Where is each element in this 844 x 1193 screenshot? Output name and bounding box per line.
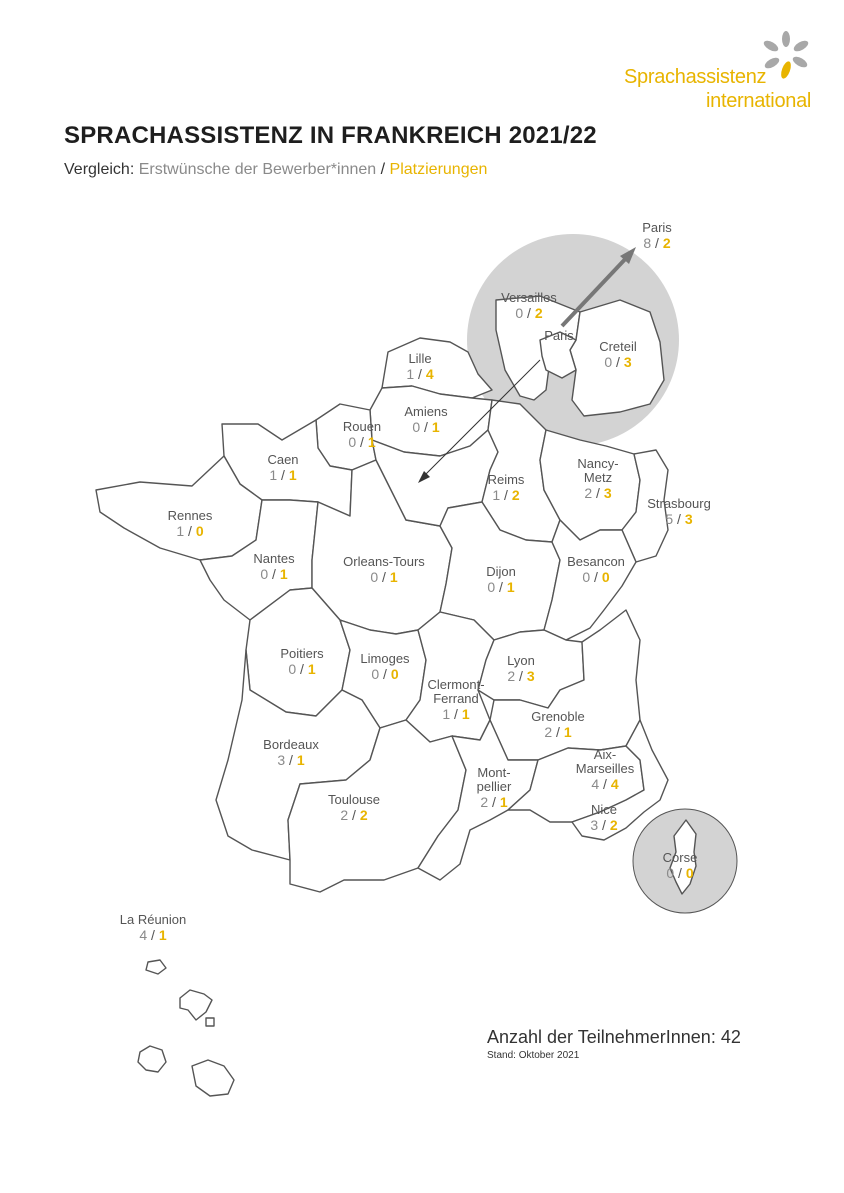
placement-count: 1 xyxy=(367,434,376,450)
first-wish-count: 1 xyxy=(269,467,278,483)
placement-count: 1 xyxy=(288,467,297,483)
first-wish-count: 2 xyxy=(544,724,553,740)
region-counts-reims: 1 / 2 xyxy=(492,487,520,503)
region-counts-versailles: 0 / 2 xyxy=(515,305,543,321)
placement-count: 3 xyxy=(623,354,632,370)
placement-count: 2 xyxy=(359,807,368,823)
placement-count: 1 xyxy=(563,724,572,740)
placement-count: 1 xyxy=(506,579,515,595)
first-wish-count: 0 xyxy=(515,305,524,321)
reunion-island-4[interactable] xyxy=(138,1046,166,1072)
placement-count: 0 xyxy=(195,523,204,539)
first-wish-count: 0 xyxy=(288,661,297,677)
first-wish-count: 0 xyxy=(371,666,380,682)
placement-count: 0 xyxy=(685,865,694,881)
region-counts-lyon: 2 / 3 xyxy=(507,668,535,684)
subtitle-first-wish: Erstwünsche der Bewerber*innen xyxy=(138,161,377,178)
region-name-creteil: Creteil xyxy=(599,339,637,354)
logo-text-line2: international xyxy=(706,90,812,112)
first-wish-count: 0 xyxy=(666,865,675,881)
region-counts-amiens: 0 / 1 xyxy=(412,419,440,435)
reunion-island-3[interactable] xyxy=(206,1018,214,1026)
first-wish-count: 2 xyxy=(507,668,516,684)
region-name-caen: Caen xyxy=(267,452,299,467)
region-counts-nice: 3 / 2 xyxy=(590,817,618,833)
region-name-besancon: Besancon xyxy=(567,554,625,569)
placement-count: 1 xyxy=(389,569,398,585)
region-counts-aix-marseilles: 4 / 4 xyxy=(591,776,619,792)
region-name-paris-main: Paris xyxy=(642,220,672,235)
total-participants: Anzahl der TeilnehmerInnen: 42 xyxy=(487,1027,741,1047)
placement-count: 0 xyxy=(601,569,610,585)
region-counts-la-reunion: 4 / 1 xyxy=(139,927,167,943)
placement-count: 1 xyxy=(461,706,470,722)
first-wish-count: 0 xyxy=(604,354,613,370)
page-title: SPRACHASSISTENZ IN FRANKREICH 2021/22 xyxy=(64,122,597,149)
region-name-dijon: Dijon xyxy=(486,564,516,579)
first-wish-count: 5 xyxy=(665,511,674,527)
region-name-strasbourg: Strasbourg xyxy=(647,496,711,511)
region-name-corse: Corse xyxy=(662,850,698,865)
first-wish-count: 2 xyxy=(480,794,489,810)
region-name-bordeaux: Bordeaux xyxy=(263,737,319,752)
region-name-rennes: Rennes xyxy=(167,508,213,523)
region-counts-bordeaux: 3 / 1 xyxy=(277,752,305,768)
placement-count: 1 xyxy=(158,927,167,943)
first-wish-count: 4 xyxy=(139,927,148,943)
region-name-poitiers: Poitiers xyxy=(280,646,324,661)
region-name-lyon: Lyon xyxy=(507,653,535,668)
region-name-aix-marseilles: Aix-Marseilles xyxy=(575,747,635,776)
region-counts-limoges: 0 / 0 xyxy=(371,666,399,682)
first-wish-count: 0 xyxy=(582,569,591,585)
first-wish-count: 1 xyxy=(176,523,185,539)
region-name-reims: Reims xyxy=(487,472,525,487)
region-counts-besancon: 0 / 0 xyxy=(582,569,610,585)
placement-count: 3 xyxy=(526,668,535,684)
first-wish-count: 1 xyxy=(406,366,415,382)
placement-count: 1 xyxy=(499,794,508,810)
region-name-amiens: Amiens xyxy=(404,404,448,419)
region-counts-corse: 0 / 0 xyxy=(666,865,694,881)
placement-count: 1 xyxy=(431,419,440,435)
first-wish-count: 0 xyxy=(370,569,379,585)
region-name-clermont-ferrand: Clermont-Ferrand xyxy=(427,677,485,706)
region-counts-creteil: 0 / 3 xyxy=(604,354,632,370)
region-counts-clermont-ferrand: 1 / 1 xyxy=(442,706,470,722)
subtitle-placement: Platzierungen xyxy=(389,161,488,178)
placement-count: 0 xyxy=(390,666,399,682)
logo-text-line1: Sprachassistenz xyxy=(624,66,767,88)
region-counts-nancy-metz: 2 / 3 xyxy=(584,485,612,501)
first-wish-count: 1 xyxy=(442,706,451,722)
region-counts-nantes: 0 / 1 xyxy=(260,566,288,582)
region-name-lille: Lille xyxy=(408,351,432,366)
region-counts-poitiers: 0 / 1 xyxy=(288,661,316,677)
reunion-island-2[interactable] xyxy=(180,990,212,1020)
region-name-toulouse: Toulouse xyxy=(327,792,381,807)
placement-count: 1 xyxy=(279,566,288,582)
region-counts-orleans-tours: 0 / 1 xyxy=(370,569,398,585)
placement-count: 2 xyxy=(511,487,520,503)
region-counts-caen: 1 / 1 xyxy=(269,467,297,483)
placement-count: 4 xyxy=(610,776,619,792)
region-name-paris-inset: Paris xyxy=(544,328,574,343)
region-name-rouen: Rouen xyxy=(342,419,382,434)
region-name-limoges: Limoges xyxy=(360,651,410,666)
region-name-montpellier: Mont-pellier xyxy=(476,765,512,794)
first-wish-count: 3 xyxy=(590,817,599,833)
placement-count: 3 xyxy=(684,511,693,527)
first-wish-count: 3 xyxy=(277,752,286,768)
subtitle-separator: / xyxy=(380,161,386,178)
region-counts-rennes: 1 / 0 xyxy=(176,523,204,539)
first-wish-count: 0 xyxy=(487,579,496,595)
placement-count: 2 xyxy=(662,235,671,251)
first-wish-count: 1 xyxy=(492,487,501,503)
first-wish-count: 2 xyxy=(584,485,593,501)
subtitle-lead: Vergleich: xyxy=(64,161,135,178)
data-status-date: Stand: Oktober 2021 xyxy=(487,1050,580,1061)
placement-count: 2 xyxy=(534,305,543,321)
reunion-island-1[interactable] xyxy=(146,960,166,974)
region-name-grenoble: Grenoble xyxy=(531,709,585,724)
region-name-versailles: Versailles xyxy=(501,290,557,305)
region-counts-toulouse: 2 / 2 xyxy=(340,807,368,823)
placement-count: 2 xyxy=(609,817,618,833)
region-counts-montpellier: 2 / 1 xyxy=(480,794,508,810)
region-name-nantes: Nantes xyxy=(253,551,295,566)
first-wish-count: 0 xyxy=(260,566,269,582)
placement-count: 1 xyxy=(296,752,305,768)
first-wish-count: 0 xyxy=(412,419,421,435)
region-name-la-reunion: La Réunion xyxy=(119,912,187,927)
first-wish-count: 8 xyxy=(643,235,652,251)
placement-count: 3 xyxy=(603,485,612,501)
placement-count: 1 xyxy=(307,661,316,677)
region-name-orleans-tours: Orleans-Tours xyxy=(343,554,425,569)
region-counts-lille: 1 / 4 xyxy=(406,366,434,382)
first-wish-count: 2 xyxy=(340,807,349,823)
first-wish-count: 0 xyxy=(348,434,357,450)
region-counts-grenoble: 2 / 1 xyxy=(544,724,572,740)
region-name-nancy-metz: Nancy-Metz xyxy=(577,456,619,485)
region-name-nice: Nice xyxy=(590,802,618,817)
reunion-island-5[interactable] xyxy=(192,1060,234,1096)
first-wish-count: 4 xyxy=(591,776,600,792)
region-counts-paris-main: 8 / 2 xyxy=(643,235,671,251)
region-counts-strasbourg: 5 / 3 xyxy=(665,511,693,527)
region-counts-rouen: 0 / 1 xyxy=(348,434,376,450)
placement-count: 4 xyxy=(425,366,434,382)
region-counts-dijon: 0 / 1 xyxy=(487,579,515,595)
